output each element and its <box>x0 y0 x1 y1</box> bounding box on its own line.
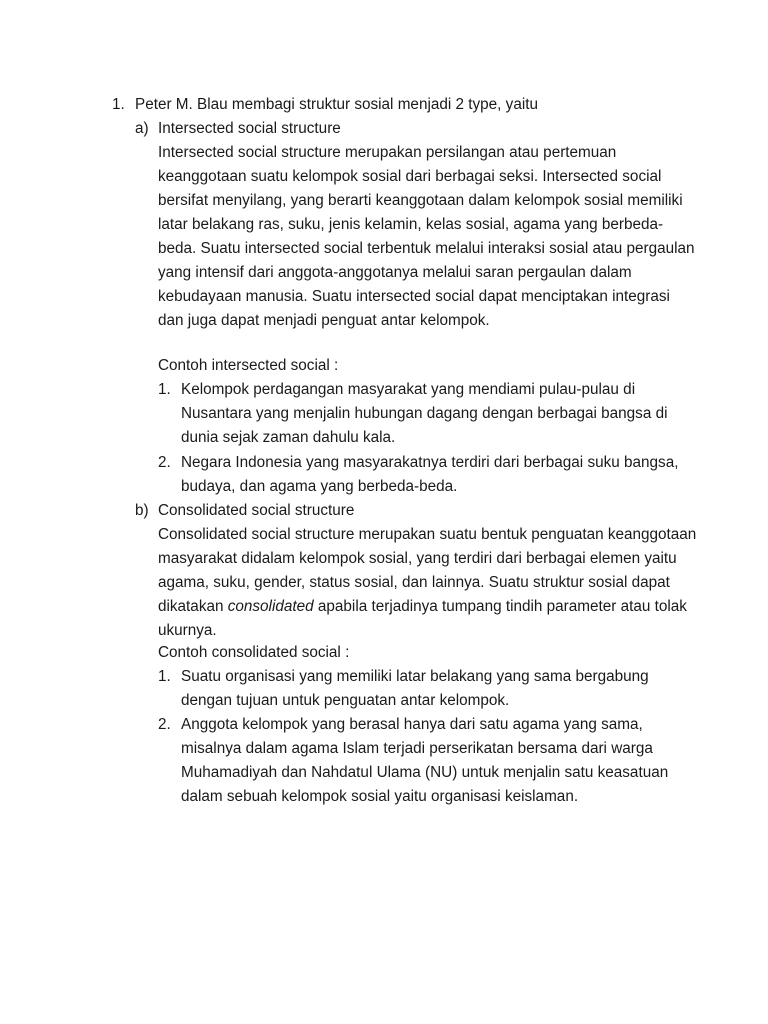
section-b-heading: Consolidated social structure <box>158 502 355 519</box>
list-item-text: Anggota kelompok yang berasal hanya dari satu agama yang sama, misalnya dalam agama Islam terjadi perserikatan bersama dari warga Muhamadiyah dan Nahdatul Ulama (NU) untuk menjalin satu keasatuan dalam sebuah kelompok sosial yaitu organisasi keislaman. <box>181 716 669 805</box>
section-a-marker: a) <box>135 120 149 137</box>
list-marker: 2. <box>158 716 171 733</box>
list-marker: 2. <box>158 454 171 471</box>
section-b-paragraph-text-1: Consolidated social structure merupakan suatu bentuk penguatan keanggotaan masyarakat didalam kelompok sosial, yang terdiri dari berbagai elemen yaitu agama, suku, gender, status sosial, dan lainnya. Suatu struktur sosial dapat dikatakan <box>158 526 697 615</box>
section-b-paragraph-emphasis: consolidated <box>227 598 314 615</box>
list-marker: 1. <box>158 381 171 398</box>
section-b-paragraph <box>158 523 698 643</box>
section-b-example-label: Contoh consolidated social : <box>158 644 350 661</box>
list-marker: 1. <box>112 96 125 113</box>
list-marker: 1. <box>158 668 171 685</box>
section-a-paragraph: Intersected social structure merupakan persilangan atau pertemuan keanggotaan suatu kelompok sosial dari berbagai seksi. Intersected social bersifat menyilang, yang berarti keanggotaan dalam kelompok sosial memiliki latar belakang ras, suku, jenis kelamin, kelas sosial, agama yang berbeda-beda. Suatu intersected social terbentuk melalui interaksi sosial atau pergaulan yang intensif dari anggota-anggotanya melalui saran pergaulan dalam kebudayaan manusia. Suatu intersected social dapat menciptakan integrasi dan juga dapat menjadi penguat antar kelompok. <box>158 144 695 329</box>
section-a-heading: Intersected social structure <box>158 120 341 137</box>
section-a-example-label: Contoh intersected social : <box>158 357 339 374</box>
list-item-text: Negara Indonesia yang masyarakatnya terdiri dari berbagai suku bangsa, budaya, dan agama yang berbeda-beda. <box>181 454 679 495</box>
list-item-text: Suatu organisasi yang memiliki latar belakang yang sama bergabung dengan tujuan untuk penguatan antar kelompok. <box>181 668 649 709</box>
section-b-paragraph-text-2: apabila terjadinya tumpang tindih parameter atau tolak ukurnya. <box>158 598 687 639</box>
list-item-text: Kelompok perdagangan masyarakat yang mendiami pulau-pulau di Nusantara yang menjalin hubungan dagang dengan berbagai bangsa di dunia sejak zaman dahulu kala. <box>181 381 668 446</box>
section-b-marker: b) <box>135 502 149 519</box>
list-item-text: Peter M. Blau membagi struktur sosial menjadi 2 type, yaitu <box>135 96 538 113</box>
